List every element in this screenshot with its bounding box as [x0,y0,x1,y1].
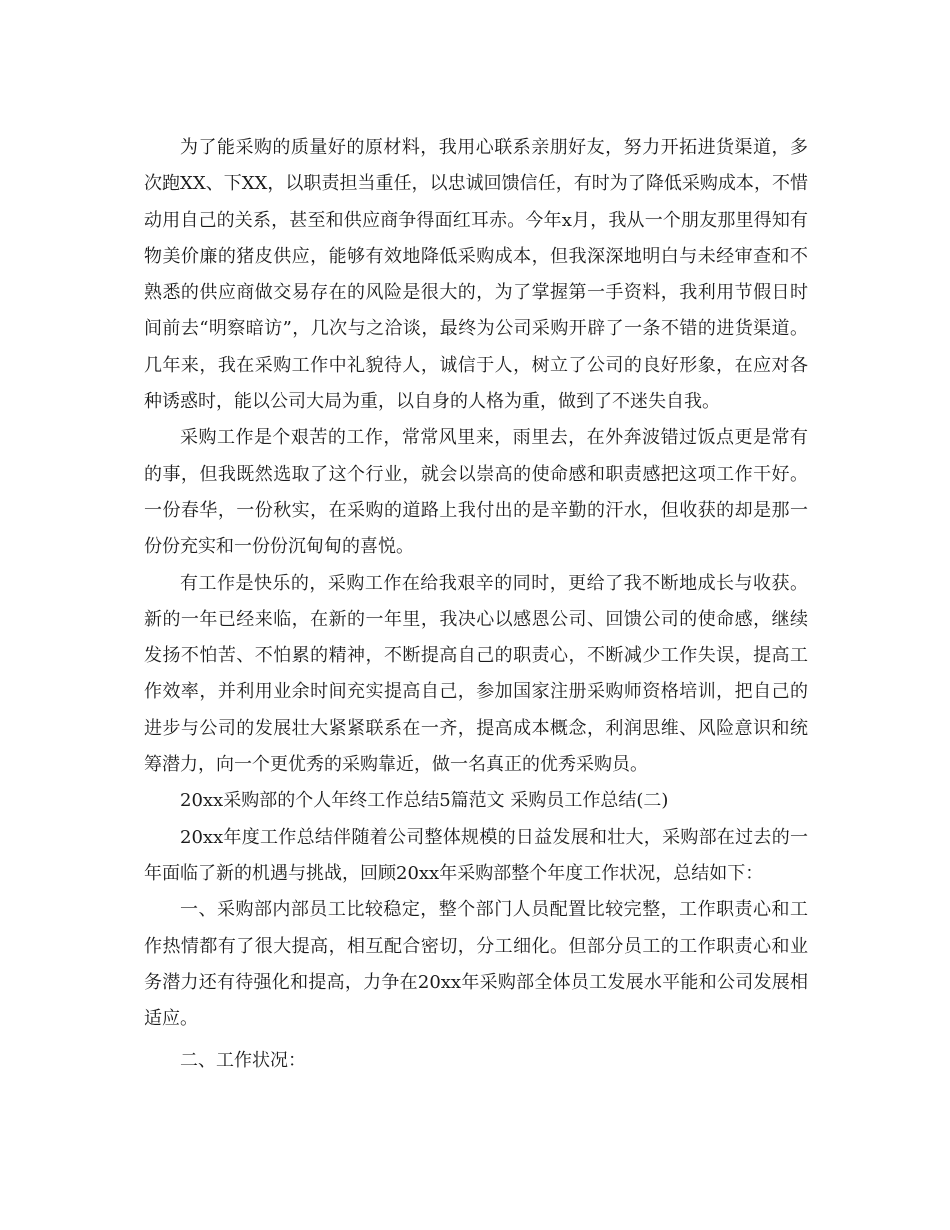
paragraph-hard-work: 采购工作是个艰苦的工作，常常风里来，雨里去，在外奔波错过饭点更是常有的事，但我既然选取了这个行业，就会以崇高的使命感和职责感把这项工作干好。一份春华，一份秋实，在采购的道路上我付出的是辛勤的汗水，但收获的却是那一份份充实和一份份沉甸甸的喜悦。 [144,427,808,558]
paragraph-sourcing-channels: 为了能采购的质量好的原材料，我用心联系亲朋好友，努力开拓进货渠道，多次跑XX、下XX，以职责担当重任，以忠诚回馈信任，有时为了降低采购成本，不惜动用自己的关系，甚至和供应商争得面红耳赤。今年x月，我从一个朋友那里得知有物美价廉的猪皮供应，能够有效地降低采购成本，但我深深地明白与未经审查和不熟悉的供应商做交易存在的风险是很大的，为了掌握第一手资料，我利用节假日时间前去“明察暗访”，几次与之洽谈，最终为公司采购开辟了一条不错的进货渠道。几年来，我在采购工作中礼貌待人，诚信于人，树立了公司的良好形象，在应对各种诱惑时，能以公司大局为重，以自身的人格为重，做到了不迷失自我。 [144,137,808,413]
heading-work-status: 二、工作状况： [180,1050,306,1072]
paragraph-staff-stability: 一、采购部内部员工比较稳定，整个部门人员配置比较完整，工作职责心和工作热情都有了很大提高，相互配合密切，分工细化。但部分员工的工作职责心和业务潜力还有待强化和提高，力争在20xx年采购部全体员工发展水平能和公司发展相适应。 [144,899,808,1030]
document-body [144,130,808,1080]
paragraph-new-year-plan: 有工作是快乐的，采购工作在给我艰辛的同时，更给了我不断地成长与收获。新的一年已经来临，在新的一年里，我决心以感恩公司、回馈公司的使命感，继续发扬不怕苦、不怕累的精神，不断提高自己的职责心，不断减少工作失误，提高工作效率，并利用业余时间充实提高自己，参加国家注册采购师资格培训，把自己的进步与公司的发展壮大紧紧联系在一齐，提高成本概念，利润思维、风险意识和统筹潜力，向一个更优秀的采购靠近，做一名真正的优秀采购员。 [144,572,808,776]
paragraph-annual-overview: 20xx年度工作总结伴随着公司整体规模的日益发展和壮大，采购部在过去的一年面临了新的机遇与挑战，回顾20xx年采购部整个年度工作状况，总结如下： [144,826,808,884]
section-title-summary-two: 20xx采购部的个人年终工作总结5篇范文 采购员工作总结(二) [180,790,669,812]
